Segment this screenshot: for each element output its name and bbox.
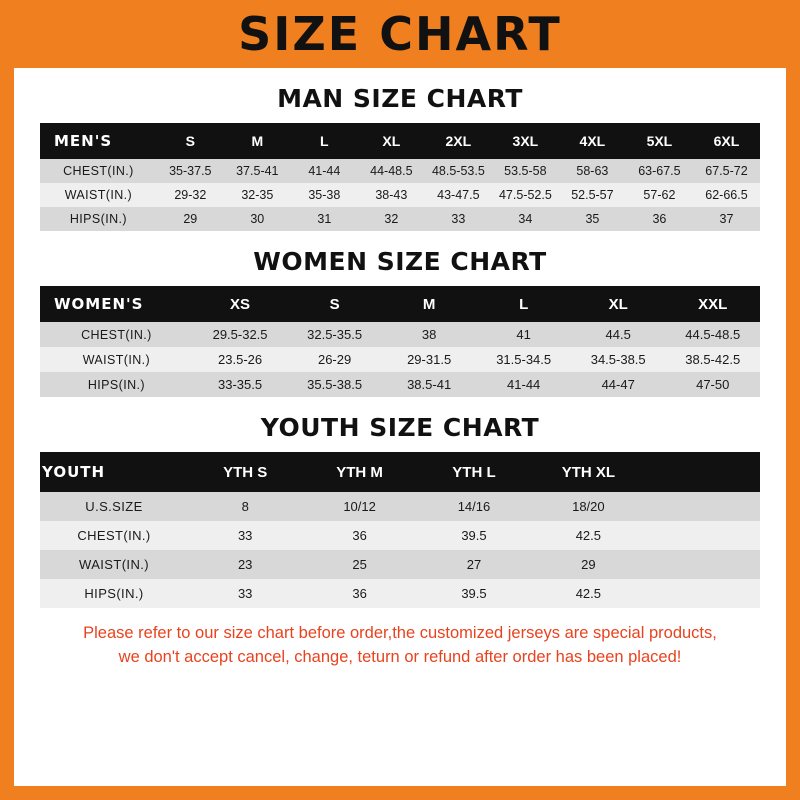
men-cell-2-5: 34 xyxy=(492,207,559,231)
women-cell-0-0: 29.5-32.5 xyxy=(193,322,288,347)
youth-table-head xyxy=(40,452,760,492)
youth-cell-3-2: 39.5 xyxy=(417,579,531,608)
youth-cell-0-0: 8 xyxy=(188,492,302,521)
men-cell-1-5: 47.5-52.5 xyxy=(492,183,559,207)
youth-cell-0-spacer xyxy=(646,492,760,521)
men-col-header-2: M xyxy=(224,123,291,159)
men-cell-2-4: 33 xyxy=(425,207,492,231)
men-cell-0-4: 48.5-53.5 xyxy=(425,159,492,183)
women-cell-1-5: 38.5-42.5 xyxy=(665,347,760,372)
table-row xyxy=(40,521,760,550)
table-row xyxy=(40,372,760,397)
men-cell-0-7: 63-67.5 xyxy=(626,159,693,183)
youth-cell-1-spacer xyxy=(646,521,760,550)
youth-cell-2-1: 25 xyxy=(302,550,416,579)
men-size-section xyxy=(14,84,786,231)
youth-cell-0-2: 14/16 xyxy=(417,492,531,521)
women-col-header-0: WOMEN'S xyxy=(40,286,193,322)
youth-cell-1-1: 36 xyxy=(302,521,416,550)
men-cell-2-1: 30 xyxy=(224,207,291,231)
men-cell-2-0: 29 xyxy=(157,207,224,231)
women-cell-1-0: 23.5-26 xyxy=(193,347,288,372)
women-header-row xyxy=(40,286,760,322)
women-cell-2-5: 47-50 xyxy=(665,372,760,397)
youth-col-header-2: YTH M xyxy=(302,452,416,492)
men-cell-1-8: 62-66.5 xyxy=(693,183,760,207)
youth-cell-0-3: 18/20 xyxy=(531,492,645,521)
women-cell-0-3: 41 xyxy=(476,322,571,347)
table-row xyxy=(40,207,760,231)
men-cell-0-2: 41-44 xyxy=(291,159,358,183)
men-cell-2-8: 37 xyxy=(693,207,760,231)
men-cell-1-0: 29-32 xyxy=(157,183,224,207)
men-section-title: MAN SIZE CHART xyxy=(277,84,523,113)
men-cell-1-4: 43-47.5 xyxy=(425,183,492,207)
table-row xyxy=(40,492,760,521)
table-row xyxy=(40,322,760,347)
youth-cell-1-0: 33 xyxy=(188,521,302,550)
women-cell-1-2: 29-31.5 xyxy=(382,347,477,372)
youth-cell-0-1: 10/12 xyxy=(302,492,416,521)
youth-row-1-label: CHEST(IN.) xyxy=(40,521,188,550)
youth-row-2-label: WAIST(IN.) xyxy=(40,550,188,579)
men-table-body xyxy=(40,159,760,231)
youth-col-header-spacer xyxy=(646,452,760,492)
women-col-header-1: XS xyxy=(193,286,288,322)
men-table-head xyxy=(40,123,760,159)
page-title: SIZE CHART xyxy=(238,7,562,61)
youth-section-title: YOUTH SIZE CHART xyxy=(260,413,540,442)
women-col-header-4: L xyxy=(476,286,571,322)
table-row xyxy=(40,183,760,207)
men-row-1-label: WAIST(IN.) xyxy=(40,183,157,207)
women-cell-0-5: 44.5-48.5 xyxy=(665,322,760,347)
youth-cell-3-0: 33 xyxy=(188,579,302,608)
men-cell-0-1: 37.5-41 xyxy=(224,159,291,183)
men-row-0-label: CHEST(IN.) xyxy=(40,159,157,183)
women-table-head xyxy=(40,286,760,322)
youth-cell-2-spacer xyxy=(646,550,760,579)
youth-size-section xyxy=(14,413,786,608)
women-cell-2-2: 38.5-41 xyxy=(382,372,477,397)
men-col-header-7: 4XL xyxy=(559,123,626,159)
women-col-header-6: XXL xyxy=(665,286,760,322)
women-row-1-label: WAIST(IN.) xyxy=(40,347,193,372)
men-col-header-5: 2XL xyxy=(425,123,492,159)
youth-cell-1-2: 39.5 xyxy=(417,521,531,550)
header-banner xyxy=(0,0,800,68)
men-col-header-6: 3XL xyxy=(492,123,559,159)
women-row-0-label: CHEST(IN.) xyxy=(40,322,193,347)
women-cell-0-1: 32.5-35.5 xyxy=(287,322,382,347)
women-size-table xyxy=(40,286,760,397)
men-cell-1-1: 32-35 xyxy=(224,183,291,207)
women-col-header-2: S xyxy=(287,286,382,322)
women-cell-1-1: 26-29 xyxy=(287,347,382,372)
men-col-header-1: S xyxy=(157,123,224,159)
men-cell-2-2: 31 xyxy=(291,207,358,231)
table-row xyxy=(40,579,760,608)
women-col-header-5: XL xyxy=(571,286,666,322)
men-cell-2-7: 36 xyxy=(626,207,693,231)
footer-line-1: Please refer to our size chart before order,the customized jerseys are special products, xyxy=(83,624,717,642)
youth-size-table xyxy=(40,452,760,608)
women-cell-2-4: 44-47 xyxy=(571,372,666,397)
footer-line-2: we don't accept cancel, change, teturn or refund after order has been placed! xyxy=(118,647,682,666)
youth-cell-1-3: 42.5 xyxy=(531,521,645,550)
men-header-row xyxy=(40,123,760,159)
men-cell-0-0: 35-37.5 xyxy=(157,159,224,183)
men-cell-0-8: 67.5-72 xyxy=(693,159,760,183)
youth-col-header-3: YTH L xyxy=(417,452,531,492)
footer-disclaimer xyxy=(14,622,786,670)
men-cell-0-6: 58-63 xyxy=(559,159,626,183)
women-col-header-3: M xyxy=(382,286,477,322)
men-cell-1-7: 57-62 xyxy=(626,183,693,207)
men-col-header-0: MEN'S xyxy=(40,123,157,159)
women-cell-2-1: 35.5-38.5 xyxy=(287,372,382,397)
youth-col-header-4: YTH XL xyxy=(531,452,645,492)
men-cell-2-6: 35 xyxy=(559,207,626,231)
table-row xyxy=(40,159,760,183)
women-cell-0-2: 38 xyxy=(382,322,477,347)
men-col-header-8: 5XL xyxy=(626,123,693,159)
women-row-2-label: HIPS(IN.) xyxy=(40,372,193,397)
men-col-header-3: L xyxy=(291,123,358,159)
women-cell-1-3: 31.5-34.5 xyxy=(476,347,571,372)
youth-col-header-0: YOUTH xyxy=(40,452,188,492)
youth-table-body xyxy=(40,492,760,608)
table-row xyxy=(40,550,760,579)
women-cell-2-0: 33-35.5 xyxy=(193,372,288,397)
men-col-header-4: XL xyxy=(358,123,425,159)
youth-cell-3-1: 36 xyxy=(302,579,416,608)
women-cell-2-3: 41-44 xyxy=(476,372,571,397)
youth-cell-3-spacer xyxy=(646,579,760,608)
youth-cell-2-0: 23 xyxy=(188,550,302,579)
men-col-header-9: 6XL xyxy=(693,123,760,159)
men-cell-1-2: 35-38 xyxy=(291,183,358,207)
men-cell-1-3: 38-43 xyxy=(358,183,425,207)
men-cell-1-6: 52.5-57 xyxy=(559,183,626,207)
men-cell-0-3: 44-48.5 xyxy=(358,159,425,183)
women-section-title: WOMEN SIZE CHART xyxy=(253,247,547,276)
youth-cell-2-2: 27 xyxy=(417,550,531,579)
table-row xyxy=(40,347,760,372)
men-cell-2-3: 32 xyxy=(358,207,425,231)
youth-header-row xyxy=(40,452,760,492)
youth-row-0-label: U.S.SIZE xyxy=(40,492,188,521)
women-table-body xyxy=(40,322,760,397)
women-cell-1-4: 34.5-38.5 xyxy=(571,347,666,372)
youth-row-3-label: HIPS(IN.) xyxy=(40,579,188,608)
youth-cell-3-3: 42.5 xyxy=(531,579,645,608)
men-row-2-label: HIPS(IN.) xyxy=(40,207,157,231)
youth-cell-2-3: 29 xyxy=(531,550,645,579)
youth-col-header-1: YTH S xyxy=(188,452,302,492)
bottom-accent-bar xyxy=(0,786,800,800)
women-cell-0-4: 44.5 xyxy=(571,322,666,347)
men-size-table xyxy=(40,123,760,231)
men-cell-0-5: 53.5-58 xyxy=(492,159,559,183)
women-size-section xyxy=(14,247,786,397)
